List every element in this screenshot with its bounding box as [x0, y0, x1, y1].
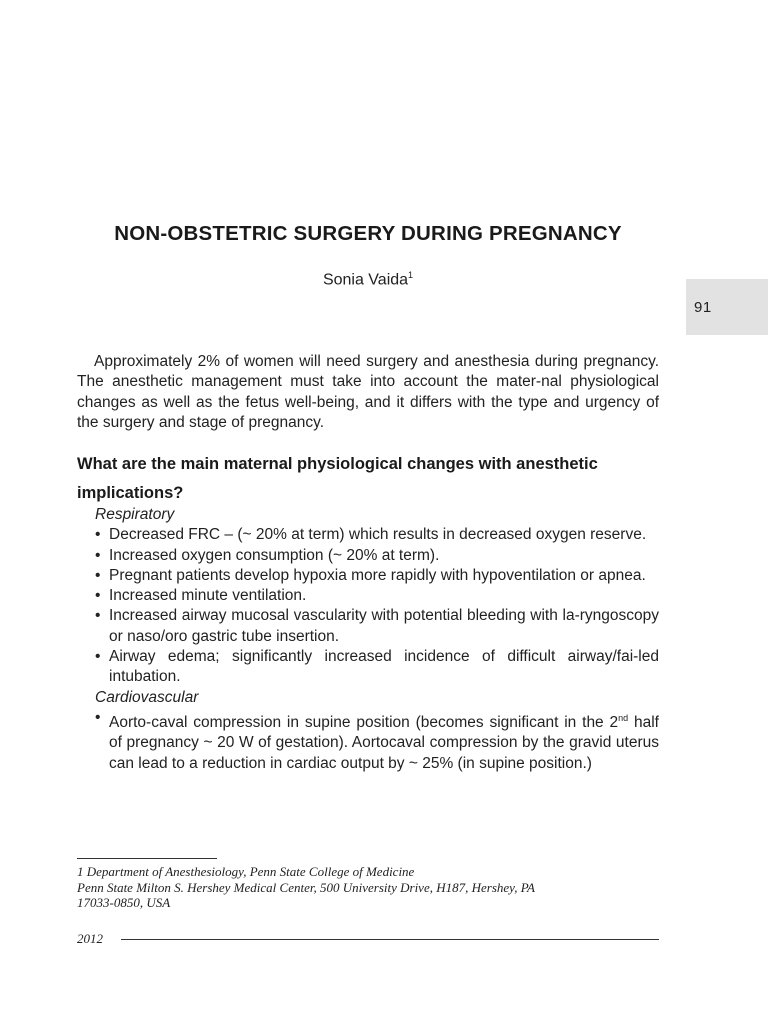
- publication-year: 2012: [77, 931, 103, 946]
- bullet-mark: •: [95, 526, 101, 544]
- footnote-line-1: 1 Department of Anesthesiology, Penn State College of Medicine: [77, 864, 415, 879]
- list-item: [95, 647, 659, 688]
- page-number: 91: [694, 299, 712, 316]
- intro-paragraph: Approximately 2% of women will need surgery and anesthesia during pregnancy. The anesthetic management must take into account the mater-nal physiological changes as well as the fetus well-being, and it differs with the type and urgency of the surgery and stage of pregnancy.: [77, 353, 659, 431]
- section-content: [95, 505, 659, 774]
- footnote-line-3: 17033-0850, USA: [77, 895, 171, 910]
- list-item-text: Increased oxygen consumption (~ 20% at term).: [109, 546, 440, 564]
- cardiovascular-subheading: Cardiovascular: [95, 688, 199, 706]
- footnote-line-2: Penn State Milton S. Hershey Medical Center, 500 University Drive, H187, Hershey, PA: [77, 879, 535, 895]
- list-item: [95, 525, 659, 545]
- list-item: [95, 708, 659, 774]
- list-item-text-end: half of pregnancy ~ 20 W of gestation). Aortocaval compression by the gravid uterus can lead to a reduction in cardiac output by ~ 25% (in supine position.): [109, 714, 659, 772]
- list-item-text-start: Aorto-caval compression in supine position (becomes significant in the 2: [109, 714, 619, 732]
- bullet-mark: •: [95, 546, 101, 564]
- footnote-divider: [77, 858, 217, 859]
- bullet-mark: •: [95, 648, 101, 666]
- section-question-heading: What are the main maternal physiological changes with anesthetic implications?: [77, 455, 598, 502]
- bullet-mark: •: [95, 708, 101, 726]
- article-title: NON-OBSTETRIC SURGERY DURING PREGNANCY: [114, 222, 622, 245]
- author-footnote-mark: 1: [408, 270, 414, 280]
- footnote: [77, 864, 667, 911]
- ordinal-suffix: nd: [618, 712, 629, 723]
- list-item: [95, 586, 659, 606]
- bullet-mark: •: [95, 587, 101, 605]
- list-item: [95, 606, 659, 647]
- cardiovascular-list: [95, 708, 659, 774]
- bullet-mark: •: [95, 566, 101, 584]
- list-item: [95, 566, 659, 586]
- bullet-mark: •: [95, 607, 101, 625]
- list-item-text: Decreased FRC – (~ 20% at term) which results in decreased oxygen reserve.: [109, 526, 647, 544]
- list-item-text: Increased airway mucosal vascularity with potential bleeding with la-ryngoscopy or naso/oro gastric tube insertion.: [109, 607, 659, 645]
- respiratory-list: [95, 525, 659, 687]
- list-item-text: Pregnant patients develop hypoxia more rapidly with hypoventilation or apnea.: [109, 566, 646, 584]
- author-name: Sonia Vaida: [322, 271, 409, 289]
- respiratory-subheading: Respiratory: [95, 506, 175, 523]
- list-item: [95, 546, 659, 566]
- footer-rule: [121, 939, 659, 940]
- author-line: [0, 270, 736, 289]
- list-item-text: Airway edema; significantly increased incidence of difficult airway/fai-led intubation.: [109, 648, 659, 686]
- list-item-text: Increased minute ventilation.: [109, 587, 307, 605]
